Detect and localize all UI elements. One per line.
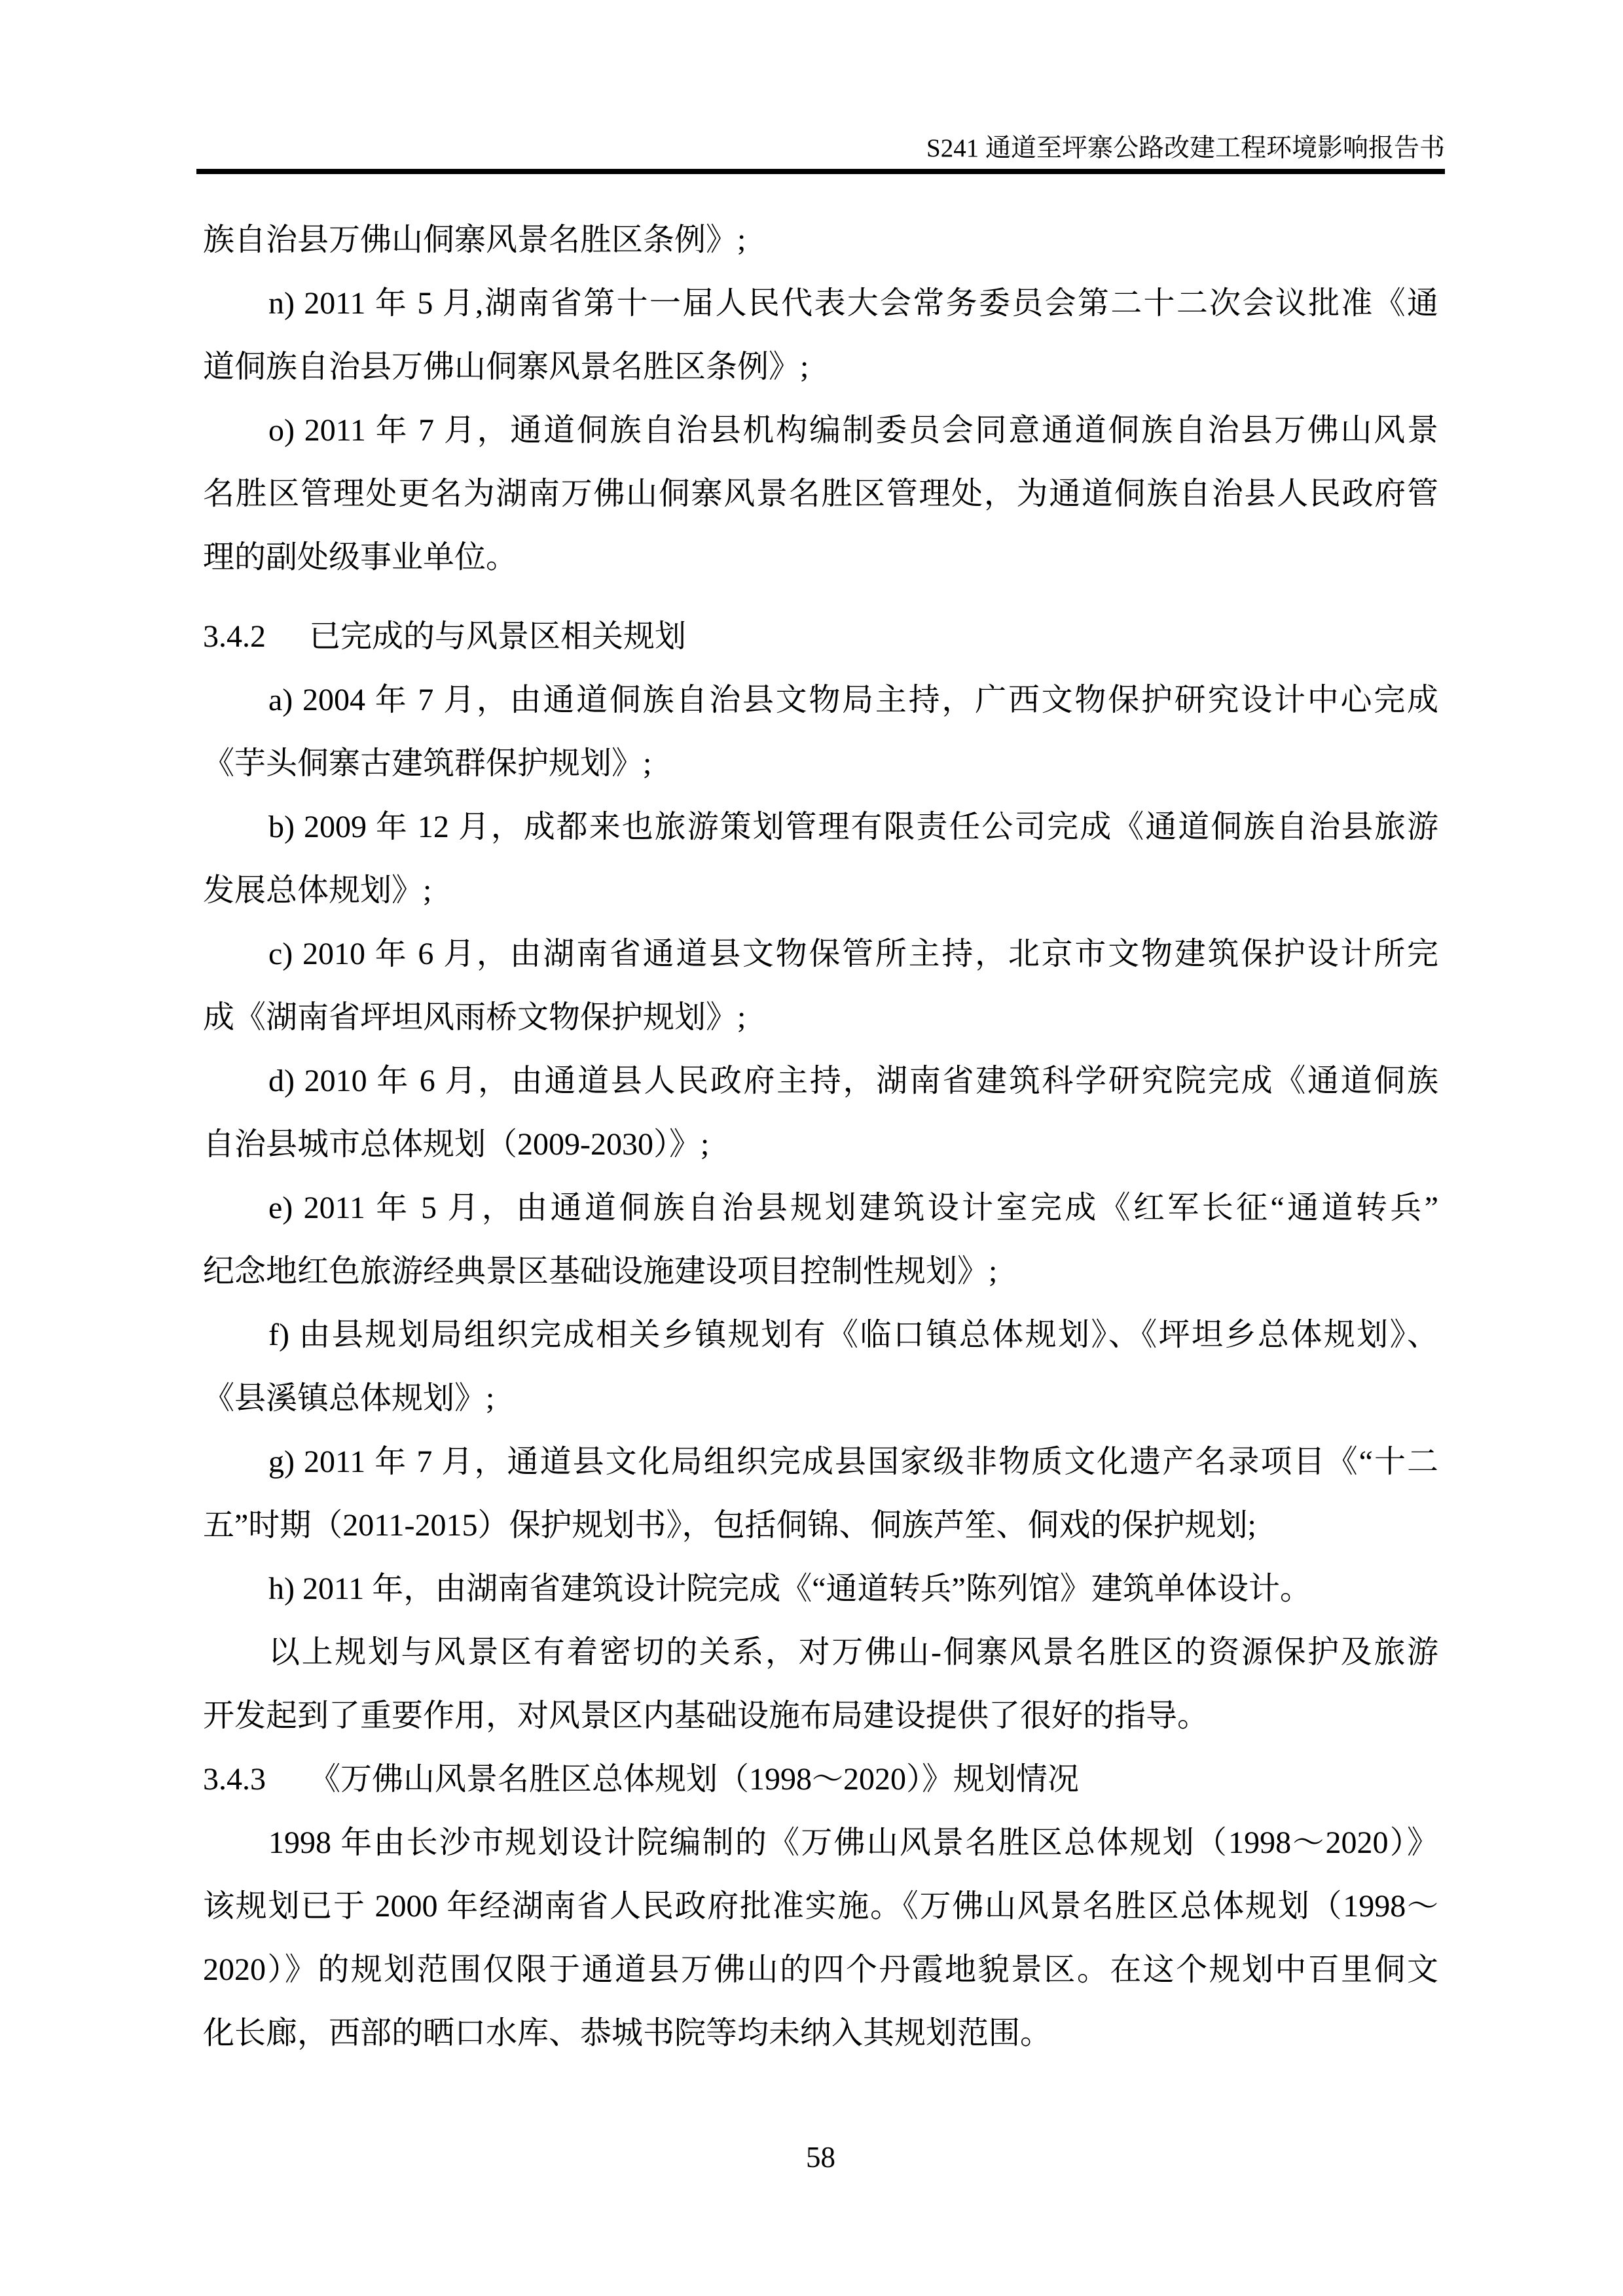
body-line: 化长廊，西部的晒口水库、恭城书院等均未纳入其规划范围。 [203,2016,1052,2051]
body-line: 纪念地红色旅游经典景区基础设施建设项目控制性规划》; [203,1254,998,1289]
body-line: d) 2010 年 6 月，由通道县人民政府主持，湖南省建筑科学研究院完成《通道侗族 [268,1064,1438,1098]
body-line: c) 2010 年 6 月，由湖南省通道县文物保管所主持，北京市文物建筑保护设计所完 [268,937,1438,971]
body-line: 《芋头侗寨古建筑群保护规划》; [203,746,652,781]
section-title: 《万佛山风景名胜区总体规划（1998～2020）》规划情况 [309,1762,1080,1797]
body-line: 理的副处级事业单位。 [203,540,518,575]
body-line: g) 2011 年 7 月，通道县文化局组织完成县国家级非物质文化遗产名录项目《“十二 [268,1444,1438,1479]
body-line: 《县溪镇总体规划》; [203,1381,495,1416]
body-line: 以上规划与风景区有着密切的关系，对万佛山-侗寨风景名胜区的资源保护及旅游 [268,1635,1438,1670]
body-line: a) 2004 年 7 月，由通道侗族自治县文物局主持，广西文物保护研究设计中心完成 [268,683,1438,717]
body-line: 名胜区管理处更名为湖南万佛山侗寨风景名胜区管理处，为通道侗族自治县人民政府管 [203,476,1438,511]
body-line: 发展总体规划》; [203,873,432,908]
header-rule [196,169,1445,174]
body-line: 2020）》的规划范围仅限于通道县万佛山的四个丹霞地貌景区。在这个规划中百里侗文 [203,1952,1438,1987]
body-line: b) 2009 年 12 月，成都来也旅游策划管理有限责任公司完成《通道侗族自治县旅游 [268,810,1438,844]
section-title: 已完成的与风景区相关规划 [309,619,687,654]
body-line: 道侗族自治县万佛山侗寨风景名胜区条例》; [203,350,809,384]
body-line: o) 2011 年 7 月，通道侗族自治县机构编制委员会同意通道侗族自治县万佛山风景 [268,413,1438,448]
body-line: f) 由县规划局组织完成相关乡镇规划有《临口镇总体规划》、《坪坦乡总体规划》、 [268,1318,1438,1352]
body-line: 该规划已于 2000 年经湖南省人民政府批准实施。《万佛山风景名胜区总体规划（1998～ [203,1889,1438,1924]
page-number: 58 [806,2141,835,2174]
body-line: 1998 年由长沙市规划设计院编制的《万佛山风景名胜区总体规划（1998～2020）》 [268,1825,1438,1860]
body-line: 五”时期（2011-2015）保护规划书》，包括侗锦、侗族芦笙、侗戏的保护规划; [203,1508,1256,1543]
body-line: 自治县城市总体规划（2009-2030）》; [203,1127,710,1162]
body-line: 族自治县万佛山侗寨风景名胜区条例》; [203,223,746,257]
body-line: n) 2011 年 5 月,湖南省第十一届人民代表大会常务委员会第二十二次会议批准《通 [268,286,1438,321]
body-line: e) 2011 年 5 月，由通道侗族自治县规划建筑设计室完成《红军长征“通道转兵” [268,1191,1438,1225]
section-number: 3.4.2 [203,619,266,654]
running-header: S241 通道至坪寨公路改建工程环境影响报告书 [926,134,1445,162]
body-line: h) 2011 年，由湖南省建筑设计院完成《“通道转兵”陈列馆》建筑单体设计。 [268,1571,1311,1606]
document-body [203,208,1438,2065]
section-number: 3.4.3 [203,1762,266,1797]
section-heading-3-4-2 [203,605,1438,668]
body-line: 成《湖南省坪坦风雨桥文物保护规划》; [203,1000,746,1035]
section-heading-3-4-3 [203,1748,1438,1811]
body-line: 开发起到了重要作用，对风景区内基础设施布局建设提供了很好的指导。 [203,1698,1209,1733]
